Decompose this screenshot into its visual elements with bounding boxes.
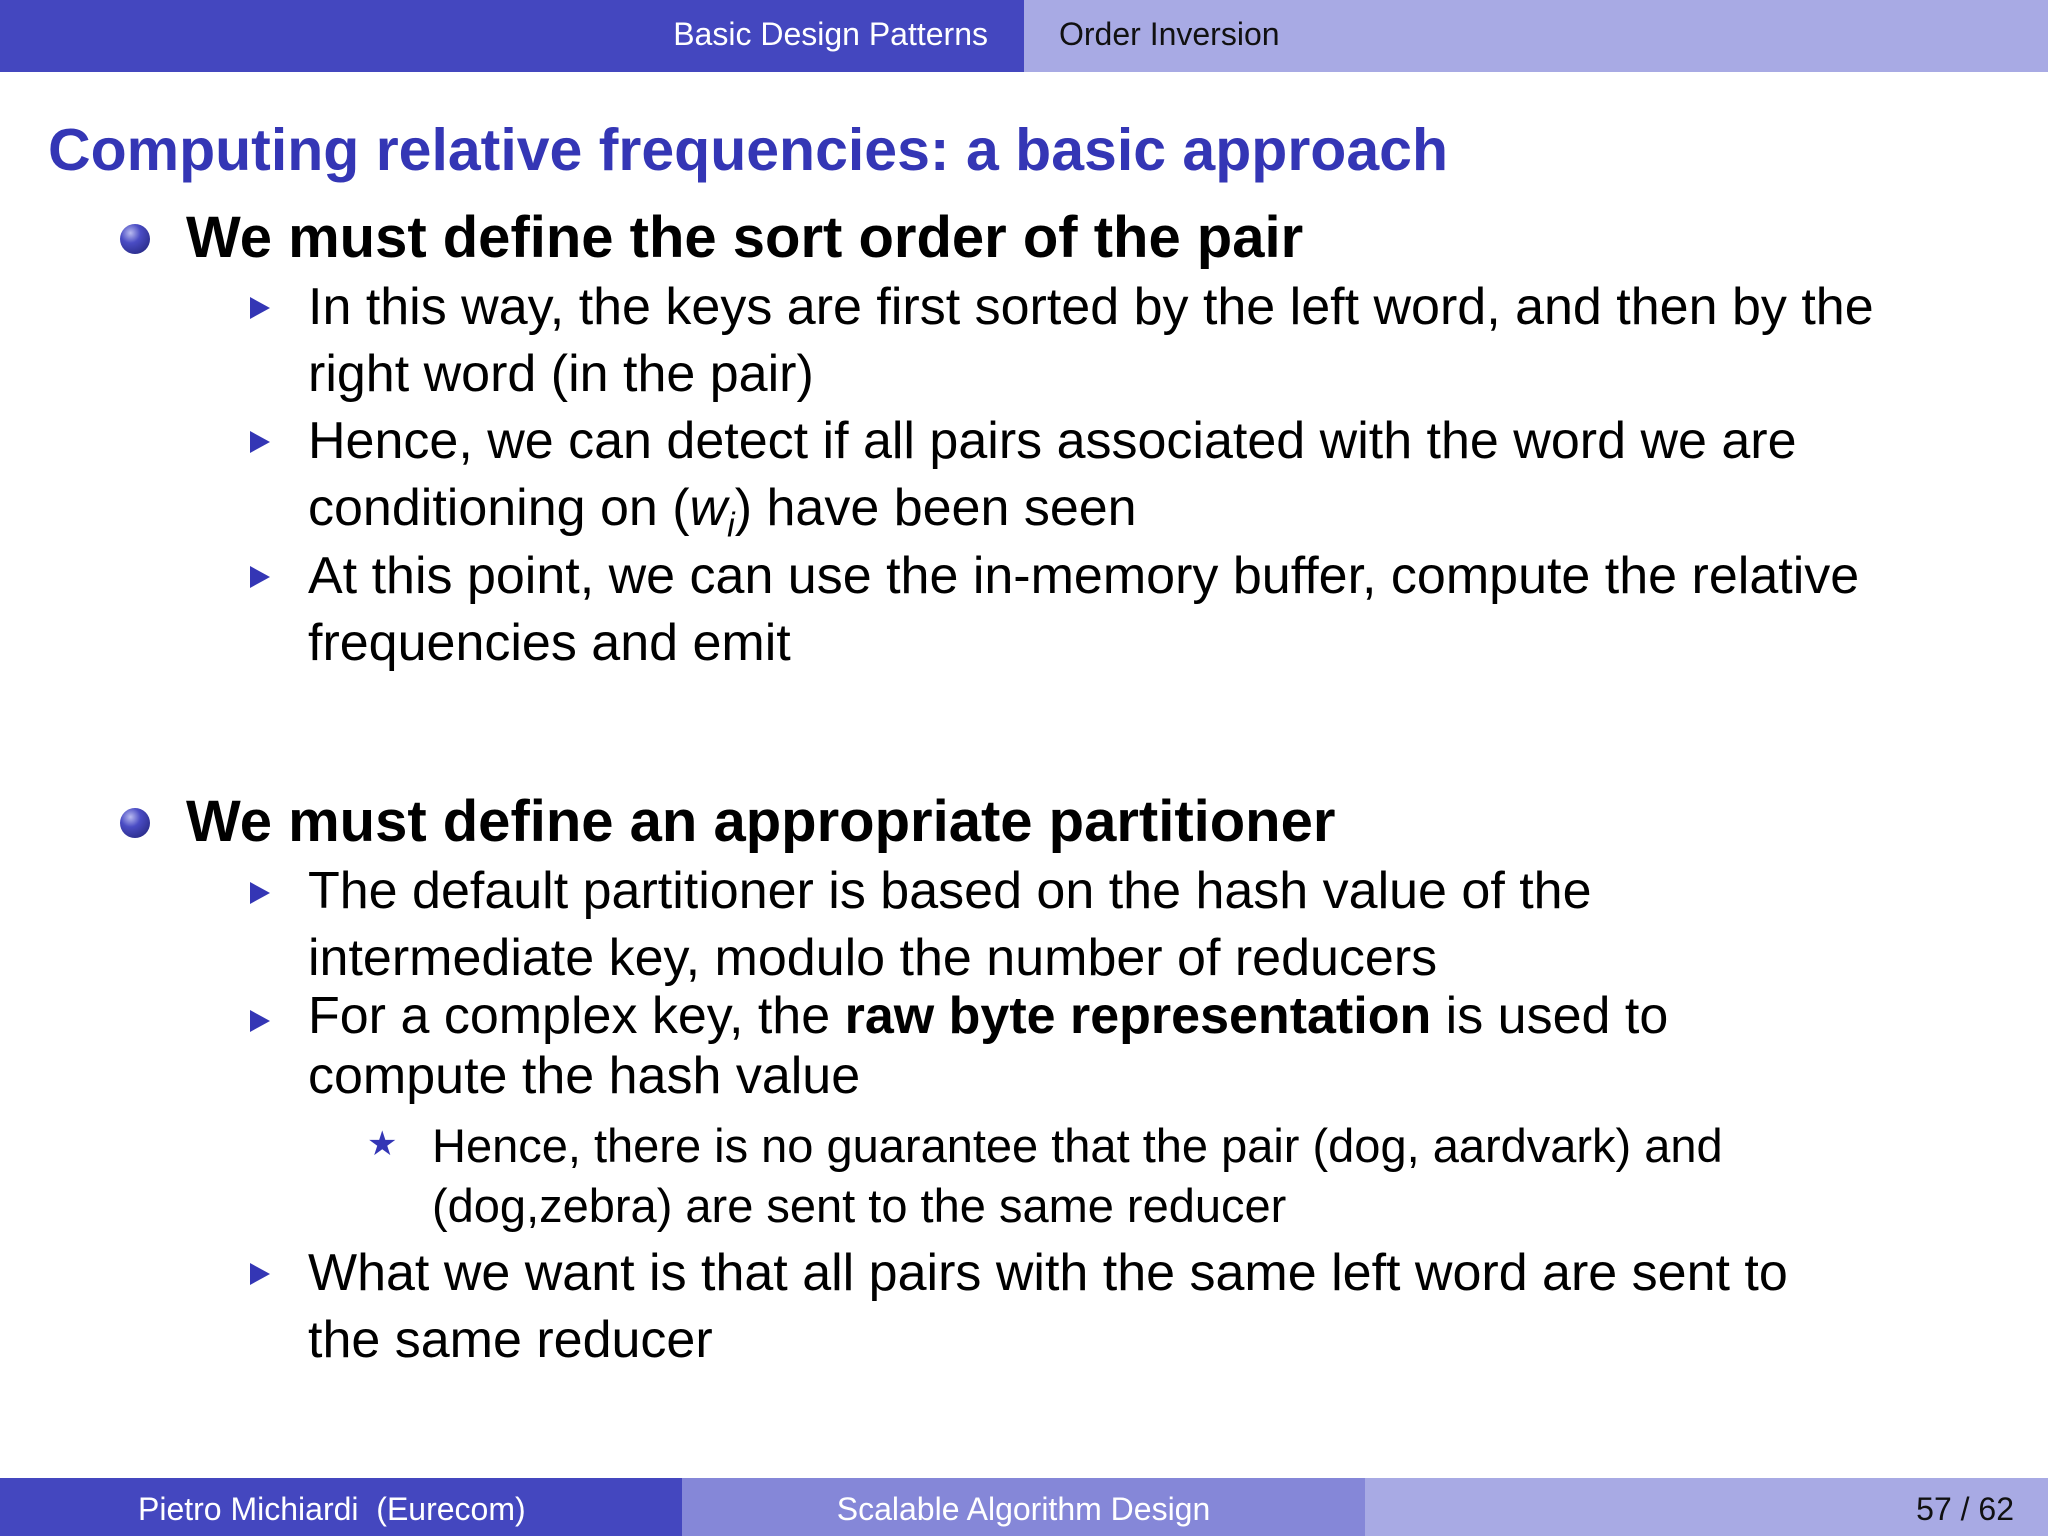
sub-bullet-line: What we want is that all pairs with the same left word are sent to [308, 1244, 1788, 1302]
sub-bullet-line: Hence, we can detect if all pairs associated with the word we are [308, 412, 1797, 470]
sub-bullet-1-3 [308, 543, 1859, 677]
sub-bullet-line: The default partitioner is based on the hash value of the [308, 862, 1592, 920]
bullet-ball-icon [120, 808, 150, 838]
triangle-bullet-icon [250, 1263, 270, 1285]
sub-sub-bullet-2-2-1 [432, 1116, 1723, 1236]
footer-course [682, 1478, 1365, 1536]
math-variable: w [689, 479, 728, 537]
header-nav [0, 0, 2048, 72]
footer-course-label: Scalable Algorithm Design [836, 1491, 1211, 1527]
bullet-ball-icon [120, 224, 150, 254]
sub-bullet-line: At this point, we can use the in-memory buffer, compute the relative [308, 547, 1860, 605]
nav-section-basic-design-patterns[interactable] [0, 0, 1024, 72]
star-bullet-icon: ★ [367, 1125, 398, 1163]
text-segment: conditioning on ( [308, 479, 690, 537]
nav-subsection-label: Order Inversion [1059, 16, 1280, 52]
triangle-bullet-icon [250, 882, 270, 904]
bullet-2: We must define an appropriate partitioner [186, 789, 1336, 854]
sub-sub-bullet-line: (dog,zebra) are sent to the same reducer [432, 1179, 1287, 1232]
triangle-bullet-icon [250, 1010, 270, 1032]
sub-bullet-2-2 [308, 986, 1668, 1106]
nav-section-label: Basic Design Patterns [673, 16, 988, 52]
footer-bar [0, 1478, 2048, 1536]
sub-bullet-line: compute the hash value [308, 1047, 861, 1105]
bullet-1: We must define the sort order of the pair [186, 205, 1304, 270]
sub-bullet-1-2 [308, 408, 1797, 559]
sub-bullet-line: the same reducer [308, 1311, 713, 1369]
footer-author [0, 1478, 682, 1536]
sub-bullet-1-1 [308, 274, 1874, 408]
triangle-bullet-icon [250, 566, 270, 588]
sub-bullet-line: intermediate key, modulo the number of reducers [308, 929, 1438, 987]
sub-bullet-line [308, 986, 1668, 1046]
sub-bullet-2-1 [308, 858, 1592, 992]
emphasis-text: raw byte representation [844, 987, 1432, 1045]
footer-author-label: Pietro Michiardi (Eurecom) [138, 1491, 526, 1527]
triangle-bullet-icon [250, 297, 270, 319]
text-segment: For a complex key, the [308, 987, 845, 1045]
text-segment: ) have been seen [734, 479, 1137, 537]
footer-page-label: 57 / 62 [1916, 1491, 2014, 1527]
triangle-bullet-icon [250, 431, 270, 453]
sub-sub-bullet-line: Hence, there is no guarantee that the pair (dog, aardvark) and [432, 1119, 1723, 1172]
footer-page-number [1365, 1478, 2048, 1536]
sub-bullet-line: right word (in the pair) [308, 345, 814, 403]
sub-bullet-2-3 [308, 1240, 1788, 1374]
slide-title: Computing relative frequencies: a basic approach [48, 117, 1448, 183]
sub-bullet-line: frequencies and emit [308, 614, 791, 672]
sub-bullet-line: In this way, the keys are first sorted by the left word, and then by the [308, 278, 1874, 336]
math-subscript: i [727, 506, 735, 545]
text-segment: is used to [1431, 987, 1669, 1045]
